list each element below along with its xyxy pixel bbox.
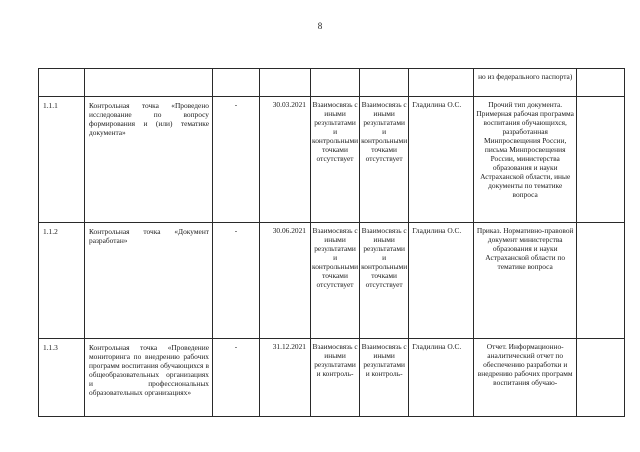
row-relation-1: Взаимосвязь с иными результатами и контроль- [311,339,360,417]
cell-date [260,69,311,97]
page-number: 8 [317,21,323,31]
row-responsible: Гладилина О.С. [409,339,474,417]
row-document: Отчет. Информационно-аналитический отчет по обеспечению разработки и внедрению рабочих программ воспитания обучаю- [474,339,577,417]
cell-responsible [409,69,474,97]
row-dash: - [213,97,260,223]
plan-table [38,68,625,417]
cell-document: но из федерального паспорта) [474,69,577,97]
row-title: Контрольная точка «Документ разработан» [85,223,213,339]
row-dash: - [213,223,260,339]
row-relation-2: Взаимосвязь с иными результатами и контроль- [360,339,409,417]
cell-dash [213,69,260,97]
row-number: 1.1.2 [39,223,85,339]
cell-relation-2 [360,69,409,97]
row-relation-2: Взаимосвязь с иными результатами и контрольными точками отсутствует [360,97,409,223]
row-date: 30.03.2021 [260,97,311,223]
row-responsible: Гладилина О.С. [409,223,474,339]
row-date: 31.12.2021 [260,339,311,417]
row-relation-1: Взаимосвязь с иными результатами и контрольными точками отсутствует [311,97,360,223]
table-row [39,339,625,417]
row-extra [577,97,625,223]
row-relation-1: Взаимосвязь с иными результатами и контрольными точками отсутствует [311,223,360,339]
row-date: 30.06.2021 [260,223,311,339]
cell-num [39,69,85,97]
row-title: Контрольная точка «Проведено исследование по вопросу формирования и (или) тематике документа» [85,97,213,223]
row-relation-2: Взаимосвязь с иными результатами и контрольными точками отсутствует [360,223,409,339]
row-document: Прочий тип документа. Примерная рабочая программа воспитания обучающихся, разработанная Минпросвещения России, письма Минпросвещения России, министерства образования и науки Астраханской области, иные документы по тематике вопроса [474,97,577,223]
row-title: Контрольная точка «Проведение мониторинга по внедрению рабочих программ воспитания обучающихся в общеобразовательных организациях и профессиональных образовательных организациях» [85,339,213,417]
table-row [39,69,625,97]
row-document: Приказ. Нормативно-правовой документ министерства образования и науки Астраханской области по тематике вопроса [474,223,577,339]
cell-relation-1 [311,69,360,97]
table-row [39,223,625,339]
row-dash: - [213,339,260,417]
row-responsible: Гладилина О.С. [409,97,474,223]
row-extra [577,223,625,339]
row-number: 1.1.1 [39,97,85,223]
row-number: 1.1.3 [39,339,85,417]
row-extra [577,339,625,417]
table-row [39,97,625,223]
cell-name [85,69,213,97]
cell-extra [577,69,625,97]
